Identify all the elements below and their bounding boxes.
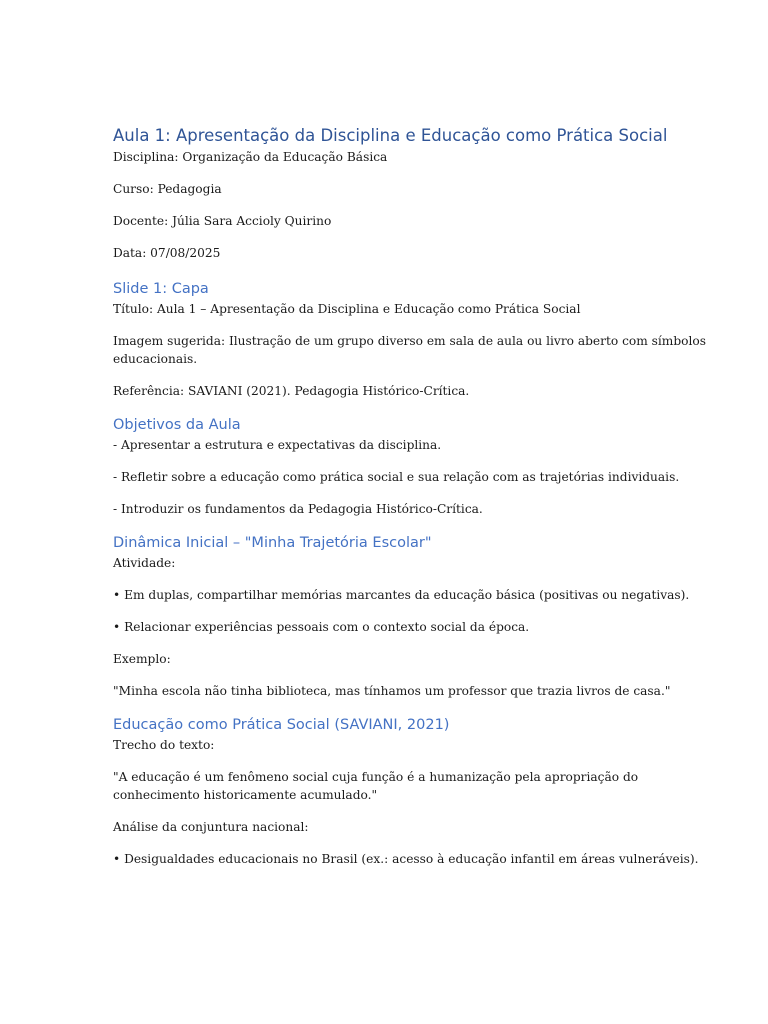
dinamica-bullet: • Relacionar experiências pessoais com o contexto social da época.	[113, 620, 530, 634]
dinamica-heading: Dinâmica Inicial – "Minha Trajetória Escolar"	[113, 535, 432, 551]
educacao-quote: "A educação é um fenômeno social cuja função é a humanização pela apropriação do conhecimento historicamente acumulado."	[113, 770, 639, 802]
objetivo-item: - Introduzir os fundamentos da Pedagogia Histórico-Crítica.	[113, 502, 483, 516]
objetivo-item: - Apresentar a estrutura e expectativas da disciplina.	[113, 438, 442, 452]
educacao-trecho-label: Trecho do texto:	[113, 738, 215, 752]
dinamica-bullet: • Em duplas, compartilhar memórias marcantes da educação básica (positivas ou negativas).	[113, 588, 690, 602]
dinamica-exemplo-label: Exemplo:	[113, 652, 171, 666]
objetivos-heading: Objetivos da Aula	[113, 417, 241, 433]
slide1-imagem: Imagem sugerida: Ilustração de um grupo diverso em sala de aula ou livro aberto com símbolos educacionais.	[113, 334, 706, 366]
document-title: Aula 1: Apresentação da Disciplina e Educação como Prática Social	[113, 126, 668, 145]
educacao-heading: Educação como Prática Social (SAVIANI, 2021)	[113, 717, 450, 733]
objetivo-item: - Refletir sobre a educação como prática social e sua relação com as trajetórias individuais.	[113, 470, 680, 484]
info-docente: Docente: Júlia Sara Accioly Quirino	[113, 214, 332, 228]
info-disciplina: Disciplina: Organização da Educação Básica	[113, 150, 388, 164]
slide1-heading: Slide 1: Capa	[113, 281, 209, 297]
educacao-bullet: • Desigualdades educacionais no Brasil (ex.: acesso à educação infantil em áreas vulneráveis).	[113, 852, 699, 866]
slide1-referencia: Referência: SAVIANI (2021). Pedagogia Histórico-Crítica.	[113, 384, 470, 398]
dinamica-atividade-label: Atividade:	[113, 556, 176, 570]
slide1-titulo: Título: Aula 1 – Apresentação da Disciplina e Educação como Prática Social	[113, 302, 581, 316]
info-data: Data: 07/08/2025	[113, 246, 221, 260]
dinamica-exemplo-quote: "Minha escola não tinha biblioteca, mas tínhamos um professor que trazia livros de casa."	[113, 684, 671, 698]
info-curso: Curso: Pedagogia	[113, 182, 222, 196]
educacao-analise-label: Análise da conjuntura nacional:	[113, 820, 309, 834]
